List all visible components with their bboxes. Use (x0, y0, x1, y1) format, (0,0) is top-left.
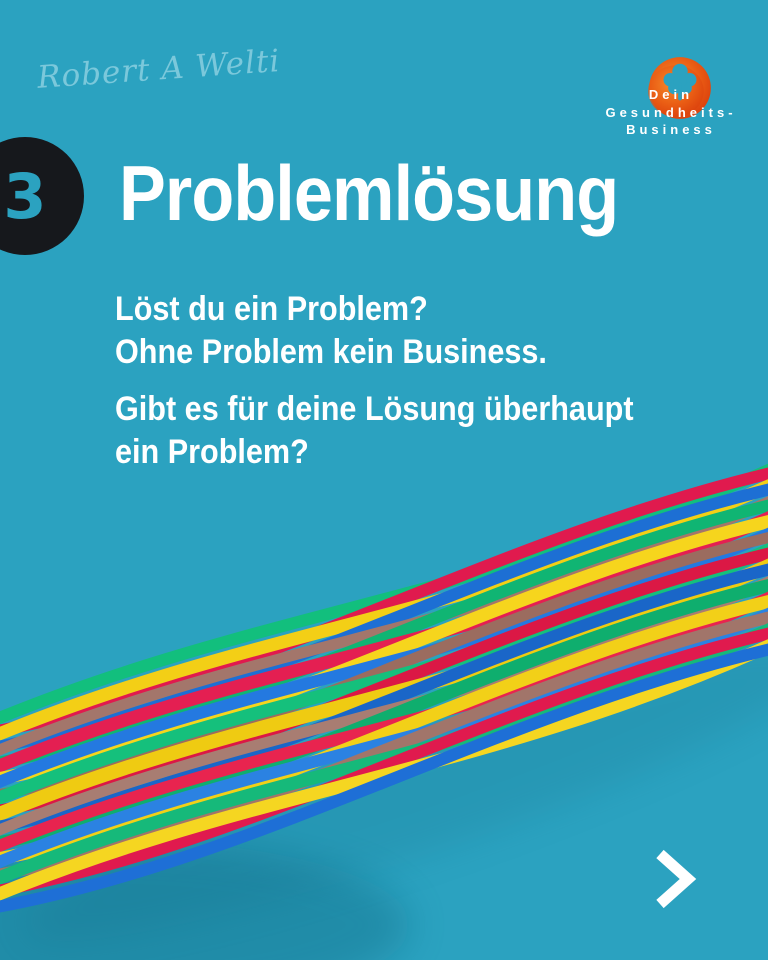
author-signature: Robert A Welti (36, 43, 282, 96)
slide-number-badge (0, 137, 84, 255)
chevron-right-icon (660, 854, 688, 904)
next-button[interactable] (648, 846, 704, 912)
text-line: Gibt es für deine Lösung überhaupt (115, 390, 634, 428)
text-line: ein Problem? (115, 433, 309, 471)
paragraph-1 (115, 288, 691, 374)
logo-line-3: Business (626, 122, 716, 137)
logo-line-1: Dein (648, 87, 694, 102)
text-line: Löst du ein Problem? (115, 290, 428, 328)
text-line: Ohne Problem kein Business. (115, 333, 547, 371)
slide-title: Problemlösung (119, 149, 619, 237)
logo-line-2: Gesundheits- (605, 104, 737, 120)
slide-number: 3 (3, 159, 47, 233)
